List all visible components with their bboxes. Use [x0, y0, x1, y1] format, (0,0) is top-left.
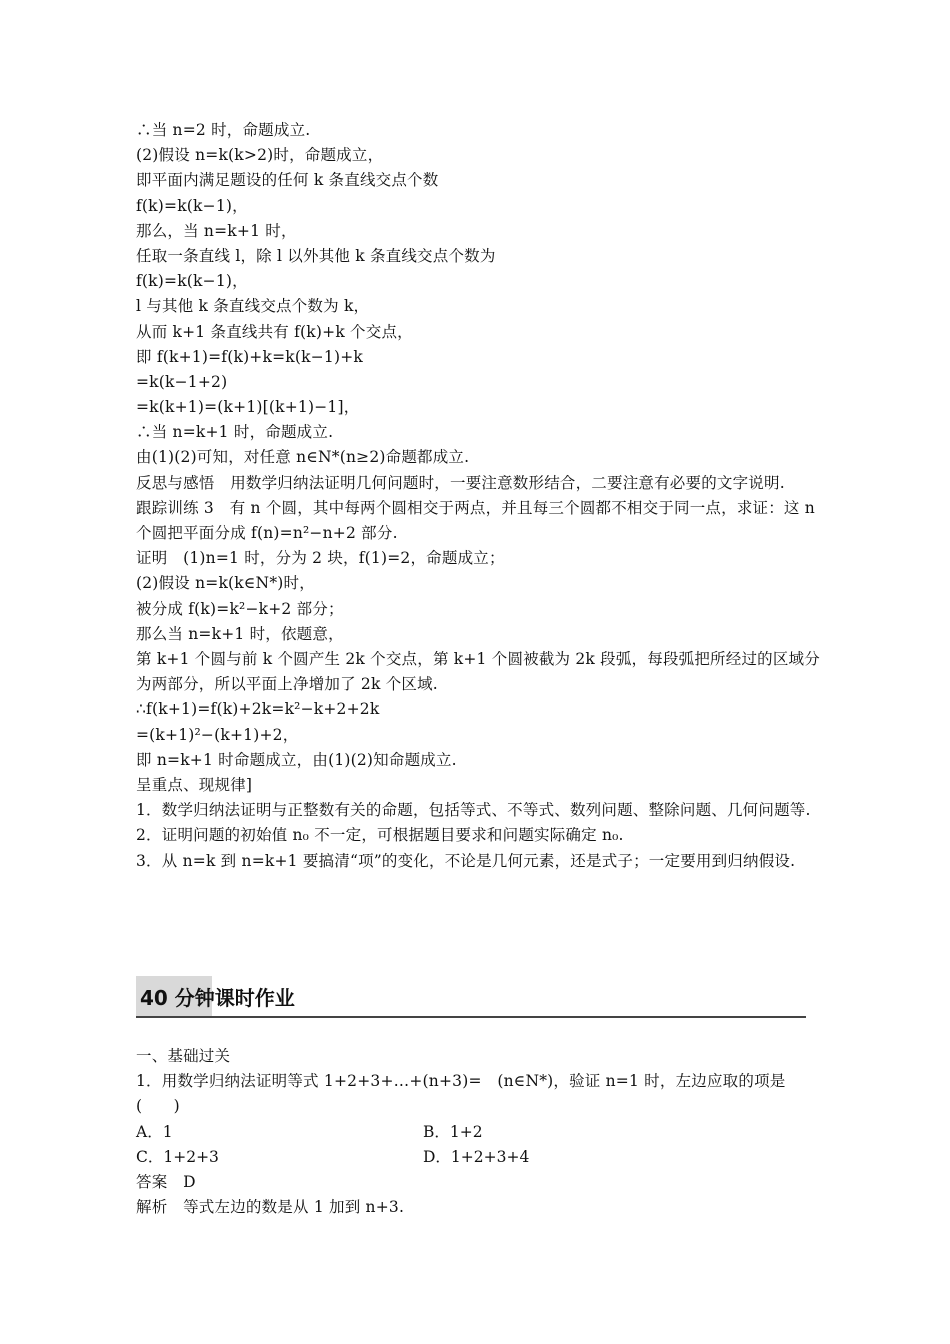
- answer-line: 答案 D: [136, 1173, 196, 1191]
- summary-item: 3．从 n=k 到 n=k+1 要搞清“项”的变化，不论是几何元素，还是式子；一定要用到归纳假设.: [136, 851, 796, 870]
- proof-line: f(k)=k(k−1)，: [136, 272, 248, 291]
- practice-tail-line: ∴f(k+1)=f(k)+2k=k²−k+2+2k: [136, 700, 380, 719]
- option-d: D．1+2+3+4: [423, 1147, 530, 1166]
- section-title: 40 分钟课时作业: [140, 986, 295, 1010]
- practice-proof-line: (2)假设 n=k(k∈N*)时，: [136, 574, 315, 593]
- practice-long-line: 第 k+1 个圆与前 k 个圆产生 2k 个交点，第 k+1 个圆被截为 2k 段弧，每段弧把所经过的区域分为两部分，所以平面上净增加了 2k 个区域.: [136, 649, 820, 694]
- proof-line: f(k)=k(k−1)，: [136, 196, 248, 215]
- practice-proof-line: 被分成 f(k)=k²−k+2 部分；: [136, 599, 344, 618]
- proof-line: =k(k−1+2): [136, 372, 228, 391]
- homework-section-header: [136, 976, 806, 1020]
- proof-line: 从而 k+1 条直线共有 f(k)+k 个交点，: [136, 322, 413, 341]
- option-a: A．1: [136, 1122, 173, 1141]
- summary-heading: 呈重点、现规律]: [136, 775, 253, 794]
- proof-line: 即平面内满足题设的任何 k 条直线交点个数: [136, 171, 439, 190]
- proof-line: ∴当 n=2 时，命题成立.: [136, 121, 311, 139]
- practice-tail-line: =(k+1)²−(k+1)+2，: [136, 725, 299, 744]
- practice-question: 跟踪训练 3 有 n 个圆，其中每两个圆相交于两点，并且每三个圆都不相交于同一点，求证：这 n 个圆把平面分成 f(n)=n²−n+2 部分.: [136, 498, 815, 543]
- section-divider: [136, 1016, 806, 1018]
- proof-line: (2)假设 n=k(k>2)时，命题成立，: [136, 146, 384, 165]
- options-row: [136, 1120, 826, 1145]
- proof-line: 任取一条直线 l，除 l 以外其他 k 条直线交点个数为: [136, 246, 496, 265]
- proof-line: 那么，当 n=k+1 时，: [136, 221, 297, 240]
- practice-proof-line: 证明 (1)n=1 时，分为 2 块，f(1)=2，命题成立；: [136, 549, 505, 568]
- analysis-line: 解析 等式左边的数是从 1 加到 n+3.: [136, 1198, 405, 1217]
- summary-item: 1．数学归纳法证明与正整数有关的命题，包括等式、不等式、数列问题、整除问题、几何问题等.: [136, 801, 811, 820]
- option-b: B．1+2: [423, 1122, 483, 1141]
- proof-content: [136, 118, 826, 874]
- reflection-paragraph: 反思与感悟 用数学归纳法证明几何问题时，一要注意数形结合，二要注意有必要的文字说明.: [136, 473, 785, 492]
- proof-line: ∴当 n=k+1 时，命题成立.: [136, 423, 334, 442]
- practice-proof-line: 那么当 n=k+1 时，依题意，: [136, 624, 344, 643]
- proof-line: 即 f(k+1)=f(k)+k=k(k−1)+k: [136, 347, 363, 366]
- practice-tail-line: 即 n=k+1 时命题成立，由(1)(2)知命题成立.: [136, 750, 457, 769]
- proof-line: l 与其他 k 条直线交点个数为 k，: [136, 297, 370, 316]
- proof-line: =k(k+1)=(k+1)[(k+1)−1]，: [136, 398, 360, 417]
- exercise-content: [136, 1044, 826, 1220]
- option-c: C．1+2+3: [136, 1147, 219, 1166]
- proof-line: 由(1)(2)可知，对任意 n∈N*(n≥2)命题都成立.: [136, 448, 470, 467]
- summary-item: 2．证明问题的初始值 n₀ 不一定，可根据题目要求和问题实际确定 n₀.: [136, 826, 624, 845]
- options-row: [136, 1145, 826, 1170]
- exercise-group-title: 一、基础过关: [136, 1047, 231, 1065]
- exercise-question: 1．用数学归纳法证明等式 1+2+3+…+(n+3)= (n∈N*)，验证 n=1 时，左边应取的项是( ): [136, 1072, 786, 1116]
